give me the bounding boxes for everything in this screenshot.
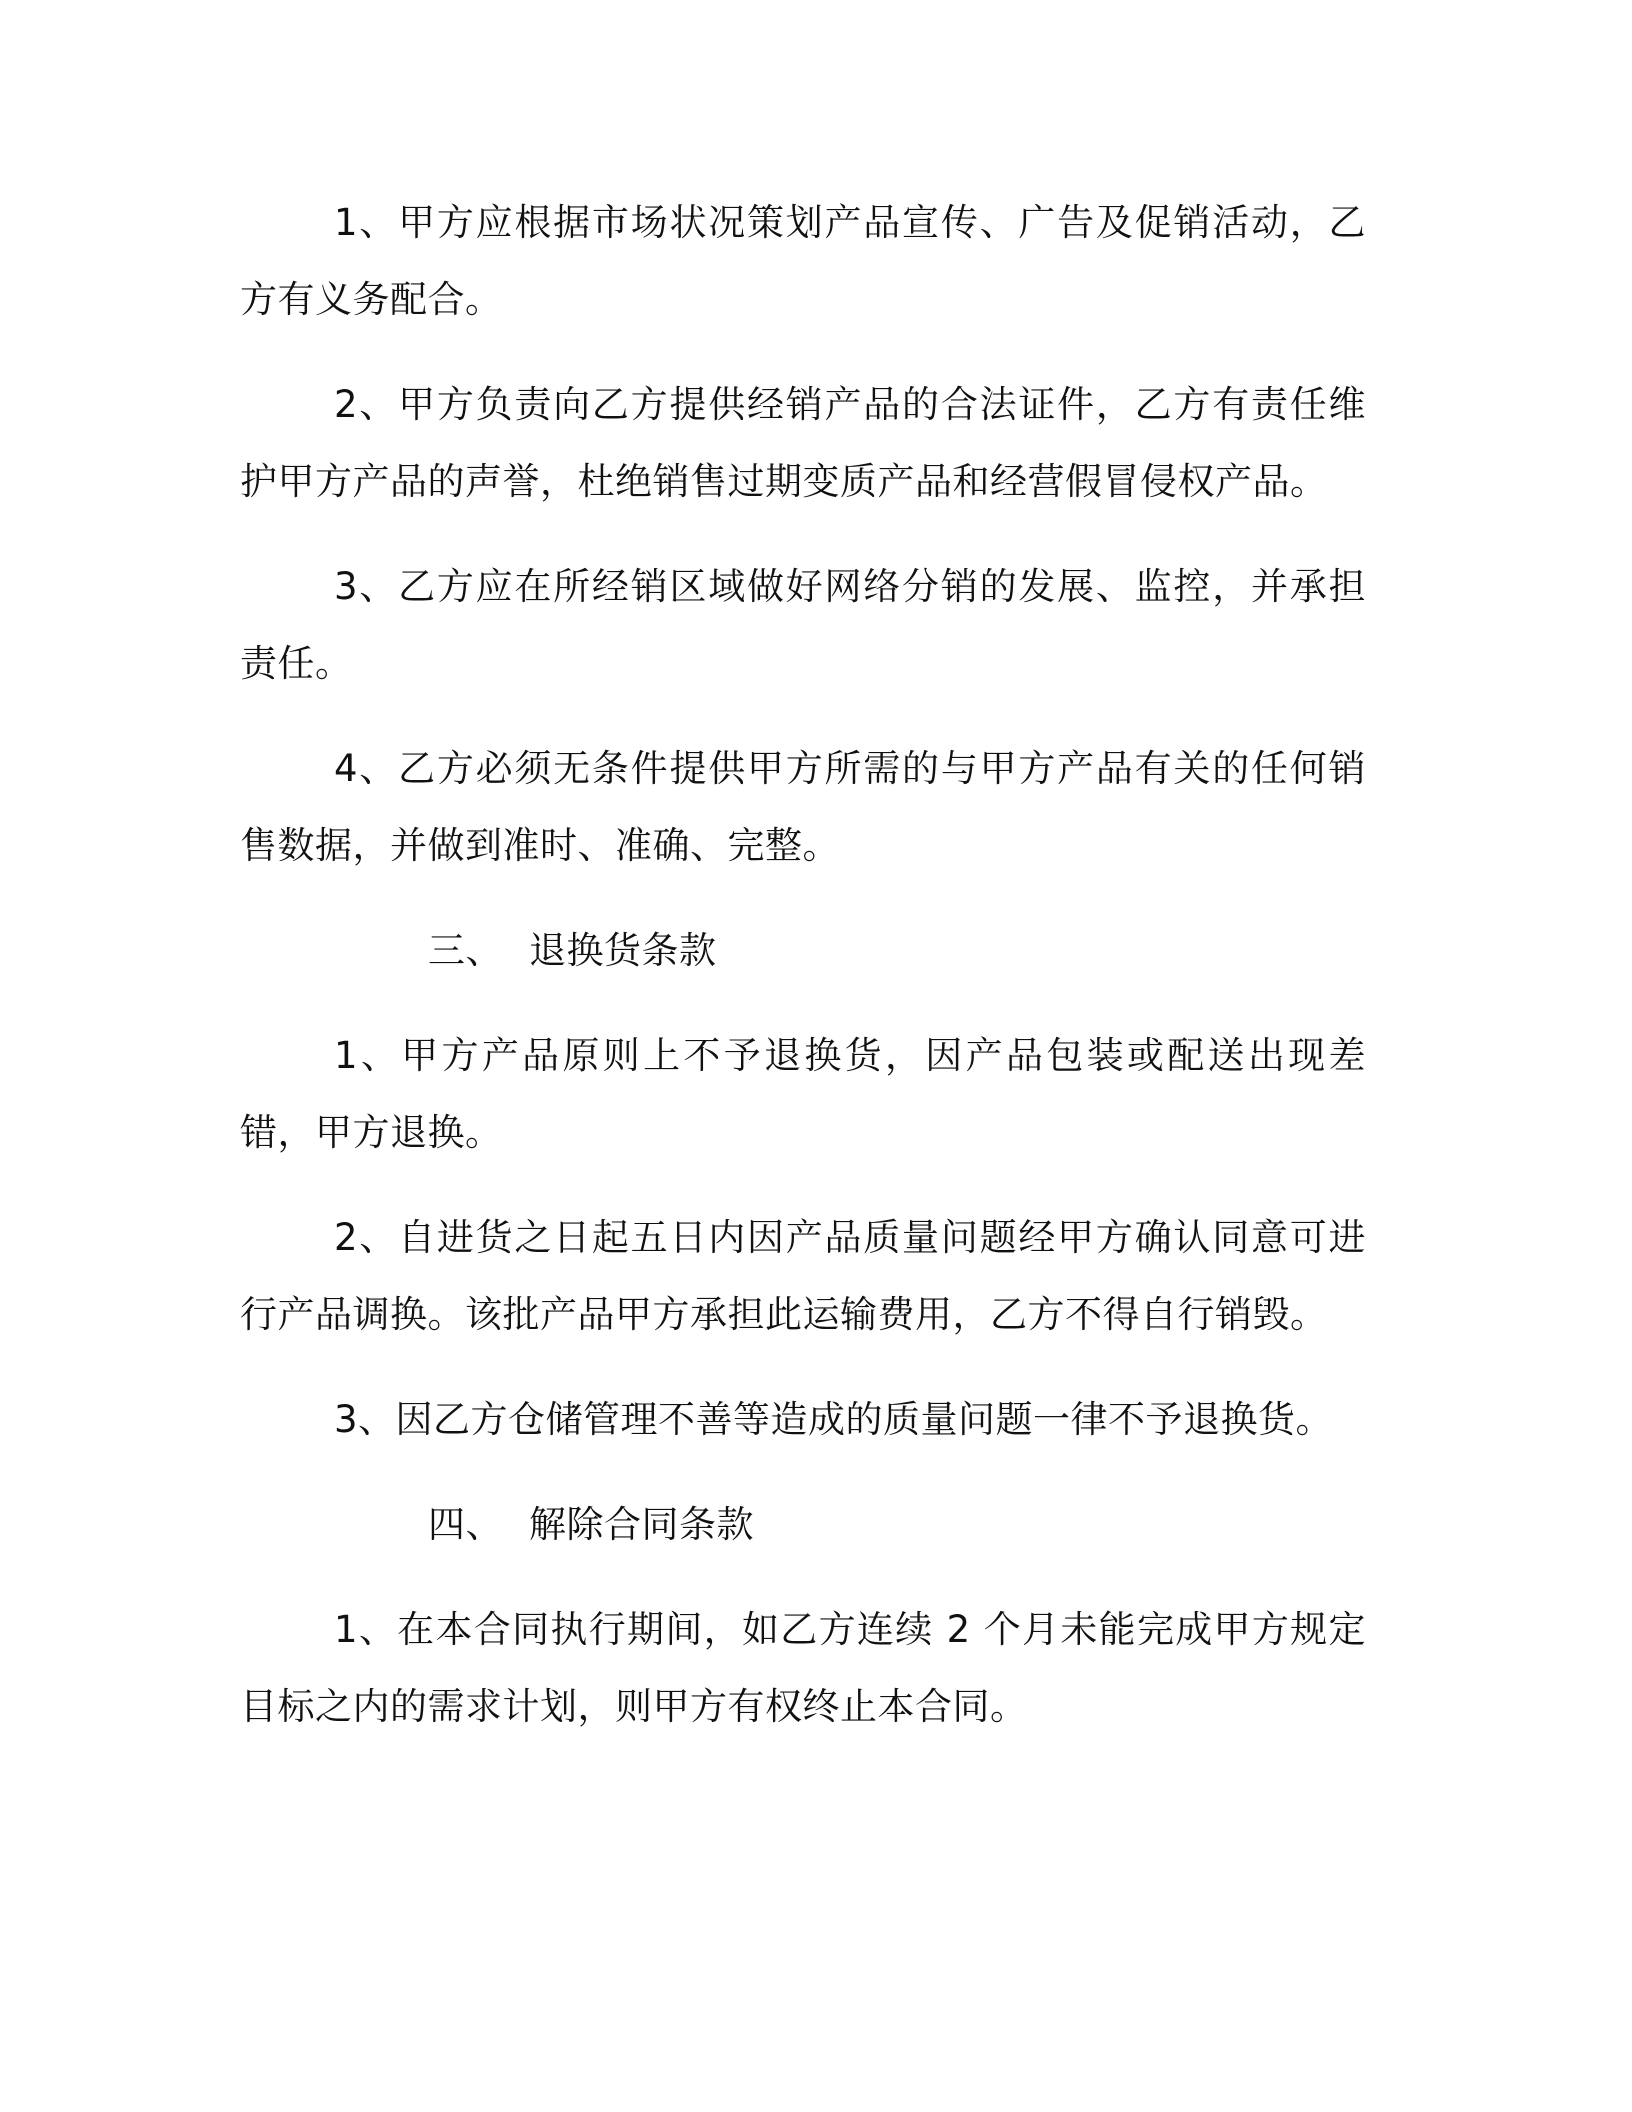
section-title: 退换货条款 [529, 929, 717, 972]
clause-paragraph: 3、因乙方仓储管理不善等造成的质量问题一律不予退换货。 [334, 1398, 1334, 1441]
clause-paragraph: 2、甲方负责向乙方提供经销产品的合法证件，乙方有责任维护甲方产品的声誉，杜绝销售过期变质产品和经营假冒侵权产品。 [240, 383, 1366, 503]
section-title: 解除合同条款 [529, 1503, 754, 1546]
clause-paragraph: 1、甲方产品原则上不予退换货，因产品包装或配送出现差错，甲方退换。 [240, 1034, 1366, 1154]
document-body [240, 184, 1366, 1773]
clause-paragraph: 1、在本合同执行期间，如乙方连续 2 个月未能完成甲方规定目标之内的需求计划，则甲方有权终止本合同。 [240, 1608, 1366, 1728]
section-number: 四、 [428, 1503, 503, 1546]
section-heading-termination [240, 1486, 1366, 1563]
section-number: 三、 [428, 929, 503, 972]
clause-paragraph: 1、甲方应根据市场状况策划产品宣传、广告及促销活动，乙方有义务配合。 [240, 201, 1366, 321]
clause-paragraph: 2、自进货之日起五日内因产品质量问题经甲方确认同意可进行产品调换。该批产品甲方承担此运输费用，乙方不得自行销毁。 [240, 1216, 1366, 1336]
clause-paragraph: 3、乙方应在所经销区域做好网络分销的发展、监控，并承担责任。 [240, 565, 1366, 685]
section-heading-returns [240, 912, 1366, 989]
clause-paragraph: 4、乙方必须无条件提供甲方所需的与甲方产品有关的任何销售数据，并做到准时、准确、完整。 [240, 747, 1366, 867]
